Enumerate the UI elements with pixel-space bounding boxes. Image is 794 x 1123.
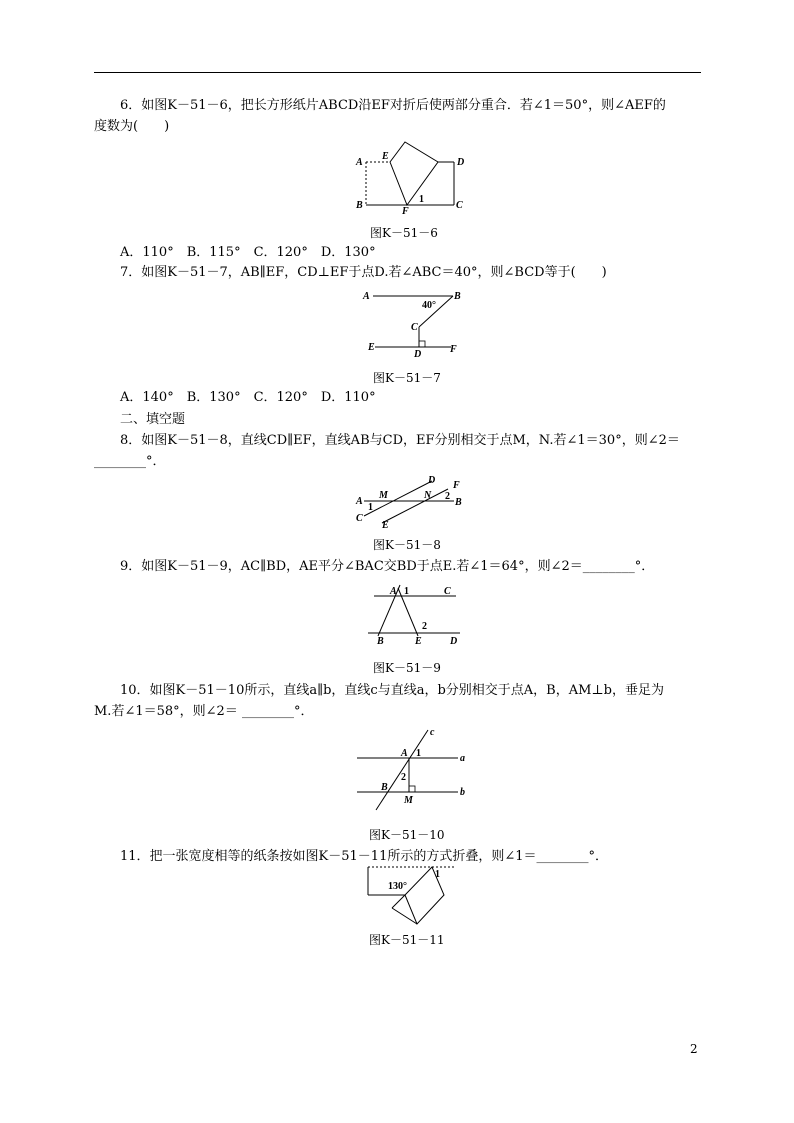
figure-k51-10 [352,724,477,814]
q7-text: 7．如图K－51－7，AB∥EF，CD⊥EF于点D.若∠ABC＝40°，则∠BCD等于( ) [120,265,607,280]
q7-options: A．140° B．130° C．120° D．110° [120,390,376,405]
label-B: B [454,291,461,302]
label-E: E [415,636,422,647]
label-F: F [450,344,457,355]
label-1: 1 [404,586,409,597]
q6-options: A．110° B．115° C．120° D．130° [120,245,376,260]
label-a: a [460,753,465,764]
label-E: E [382,151,389,162]
caption-k51-6: 图K－51－6 [370,226,438,240]
section-fill-in: 二、填空题 [120,412,186,427]
caption-k51-10: 图K－51－10 [369,828,445,842]
label-D: D [457,157,465,168]
q6-line1: 6．如图K－51－6，把长方形纸片ABCD沿EF对折后使两部分重合．若∠1＝50°，则∠AEF的 [120,98,666,113]
label-F: F [453,480,460,491]
label-A: A [356,157,363,168]
label-2: 2 [445,491,450,502]
header-rule [94,72,701,73]
label-B: B [356,200,363,211]
label-F: F [402,206,409,217]
q10-line1: 10．如图K－51－10所示，直线a∥b，直线c与直线a，b分别相交于点A，B，AM⊥b，垂足为 [120,683,664,698]
label-E: E [382,520,389,531]
figure-k51-11 [362,862,462,930]
figure-k51-6 [350,140,480,220]
label-C: C [456,200,463,211]
label-E: E [368,342,375,353]
figure-k51-9 [362,580,472,650]
label-D: D [414,349,422,360]
q6-line2: 度数为( ) [94,119,170,134]
caption-k51-9: 图K－51－9 [373,661,441,675]
label-40deg: 40° [422,300,436,311]
caption-k51-8: 图K－51－8 [373,538,441,552]
label-C: C [411,322,418,333]
caption-k51-7: 图K－51－7 [373,371,441,385]
label-N: N [424,490,432,501]
label-1: 1 [435,869,440,880]
label-A: A [390,586,397,597]
label-C: C [356,513,363,524]
label-2: 2 [401,772,406,783]
label-A: A [401,748,408,759]
q10-line2: M.若∠1＝58°，则∠2＝ ________°． [94,704,314,719]
q8-line1: 8．如图K－51－8，直线CD∥EF，直线AB与CD，EF分别相交于点M，N.若∠1＝30°，则∠2＝ [120,433,680,448]
label-D: D [428,475,436,486]
label-1: 1 [368,502,373,513]
label-D: D [450,636,458,647]
label-A: A [356,496,363,507]
caption-k51-11: 图K－51－11 [369,933,445,947]
q8-line2: ________°． [94,454,166,469]
page-number: 2 [690,1042,698,1056]
label-A: A [363,291,370,302]
label-B: B [455,497,462,508]
figure-k51-8 [352,473,477,533]
label-1: 1 [419,194,424,205]
figure-k51-7 [355,284,475,364]
label-B: B [377,636,384,647]
q9-text: 9．如图K－51－9，AC∥BD，AE平分∠BAC交BD于点E.若∠1＝64°，则∠2＝________°． [120,559,655,574]
label-b: b [460,787,465,798]
label-B: B [381,782,388,793]
label-1: 1 [416,748,421,759]
q11-text: 11．把一张宽度相等的纸条按如图K－51－11所示的方式折叠，则∠1＝________°． [120,849,609,864]
label-M: M [379,490,388,501]
label-M: M [404,795,413,806]
label-c: c [430,727,435,738]
label-130deg: 130° [388,881,407,892]
label-C: C [444,586,451,597]
label-2: 2 [422,621,427,632]
